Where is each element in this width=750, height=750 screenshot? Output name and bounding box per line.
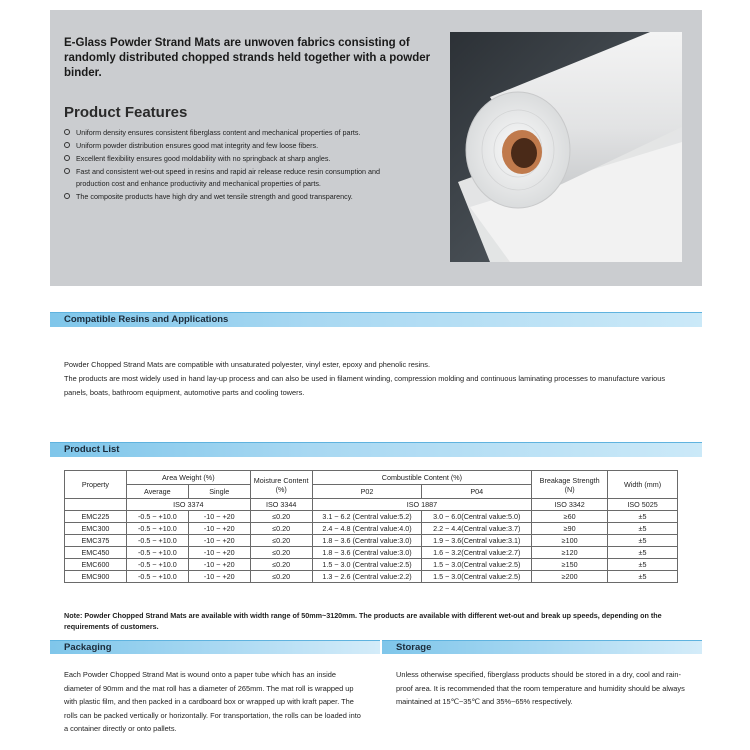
cell-name: EMC450 — [65, 547, 127, 559]
feature-item — [64, 153, 404, 165]
header-p04: P04 — [422, 485, 532, 499]
cell-single: -10 ~ +20 — [188, 547, 250, 559]
features-list — [64, 127, 404, 204]
circle-bullet-icon — [64, 129, 70, 135]
cell-single: -10 ~ +20 — [188, 571, 250, 583]
compatible-paragraph: Powder Chopped Strand Mats are compatible with unsaturated polyester, vinyl ester, epoxy and phenolic resins. The products are most widely used in hand lay-up process and can also be used in filament winding, compression molding and continuous laminating processes to manufacture various panels, boats, bathroom equipment, automotive parts and cooling towers. — [64, 360, 666, 397]
cell-p02: 1.3 ~ 2.6 (Central value:2.2) — [312, 571, 422, 583]
feature-item — [64, 191, 404, 203]
cell-average: -0.5 ~ +10.0 — [126, 523, 188, 535]
feature-text: The composite products have high dry and wet tensile strength and good transparency. — [76, 192, 353, 201]
product-table — [64, 470, 678, 583]
header-p02: P02 — [312, 485, 422, 499]
header-single: Single — [188, 485, 250, 499]
cell-width: ±5 — [608, 547, 678, 559]
cell-moisture: ≤0.20 — [250, 571, 312, 583]
feature-text: Uniform density ensures consistent fiberglass content and mechanical properties of parts. — [76, 128, 361, 137]
product-list-title: Product List — [64, 444, 120, 455]
header-moisture: Moisture Content (%) — [250, 471, 312, 499]
cell-name: EMC300 — [65, 523, 127, 535]
cell-name: EMC225 — [65, 511, 127, 523]
product-list-section-bar — [50, 442, 702, 457]
circle-bullet-icon — [64, 168, 70, 174]
cell-single: -10 ~ +20 — [188, 535, 250, 547]
table-row — [65, 547, 678, 559]
feature-text: Excellent flexibility ensures good moldability with no springback at sharp angles. — [76, 154, 331, 163]
cell-breakage: ≥200 — [532, 571, 608, 583]
header-combustible: Combustible Content (%) — [312, 471, 532, 485]
storage-title: Storage — [396, 642, 432, 653]
cell-width: ±5 — [608, 559, 678, 571]
cell-breakage: ≥90 — [532, 523, 608, 535]
cell-p04: 1.9 ~ 3.6(Central value:3.1) — [422, 535, 532, 547]
cell-moisture: ≤0.20 — [250, 535, 312, 547]
cell-p04: 1.5 ~ 3.0(Central value:2.5) — [422, 571, 532, 583]
cell-width: ±5 — [608, 535, 678, 547]
cell-average: -0.5 ~ +10.0 — [126, 559, 188, 571]
cell-p02: 1.5 ~ 3.0 (Central value:2.5) — [312, 559, 422, 571]
cell-name: EMC900 — [65, 571, 127, 583]
header-width: Width (mm) — [608, 471, 678, 499]
compatible-title: Compatible Resins and Applications — [64, 314, 229, 325]
features-title: Product Features — [64, 104, 188, 121]
table-row — [65, 511, 678, 523]
circle-bullet-icon — [64, 155, 70, 161]
feature-item — [64, 166, 404, 190]
feature-text: Fast and consistent wet-out speed in resins and rapid air release reduce resin consumption and production cost and enhance productivity and mechanical properties of parts. — [76, 167, 381, 188]
product-note: Note: Powder Chopped Strand Mats are available with width range of 50mm~3120mm. The products are available with different wet-out and break up speeds, depending on the requirements of customers. — [64, 611, 662, 631]
header-breakage: Breakage Strength (N) — [532, 471, 608, 499]
compatible-section-bar — [50, 312, 702, 327]
cell-p04: 1.5 ~ 3.0(Central value:2.5) — [422, 559, 532, 571]
storage-text: Unless otherwise specified, fiberglass products should be stored in a dry, cool and rain-proof area. It is recommended that the room temperature and humidity should be always maintained at 15℃~35℃ and 35%~65% respectively. — [396, 670, 685, 706]
table-row — [65, 523, 678, 535]
circle-bullet-icon — [64, 193, 70, 199]
header-property: Property — [65, 471, 127, 499]
headline: E-Glass Powder Strand Mats are unwoven fabrics consisting of randomly distributed chopped strands held together with a powder binder. — [64, 37, 431, 79]
standards-row — [65, 499, 678, 511]
feature-item — [64, 140, 404, 152]
circle-bullet-icon — [64, 142, 70, 148]
packaging-title: Packaging — [64, 642, 112, 653]
cell-moisture: ≤0.20 — [250, 523, 312, 535]
storage-section-bar — [382, 640, 702, 654]
feature-text: Uniform powder distribution ensures good mat integrity and few loose fibers. — [76, 141, 319, 150]
cell-width: ±5 — [608, 523, 678, 535]
cell-average: -0.5 ~ +10.0 — [126, 535, 188, 547]
cell-single: -10 ~ +20 — [188, 511, 250, 523]
standard-combustible: ISO 1887 — [312, 499, 532, 511]
packaging-section-bar — [50, 640, 380, 654]
table-row — [65, 559, 678, 571]
cell-p02: 1.8 ~ 3.6 (Central value:3.0) — [312, 547, 422, 559]
cell-name: EMC375 — [65, 535, 127, 547]
cell-p04: 3.0 ~ 6.0(Central value:5.0) — [422, 511, 532, 523]
cell-p02: 1.8 ~ 3.6 (Central value:3.0) — [312, 535, 422, 547]
feature-item — [64, 127, 404, 139]
header-area-weight: Area Weight (%) — [126, 471, 250, 485]
cell-single: -10 ~ +20 — [188, 523, 250, 535]
cell-p02: 2.4 ~ 4.8 (Central value:4.0) — [312, 523, 422, 535]
table-row — [65, 535, 678, 547]
standard-area-weight: ISO 3374 — [126, 499, 250, 511]
packaging-text: Each Powder Chopped Strand Mat is wound onto a paper tube which has an inside diameter of 90mm and the mat roll has a diameter of 265mm. The mat roll is wrapped up with plastic film, and then packed in a cardboard box or wrapped up with kraft paper. The rolls can be packed vertically or horizontally. For transportation, the rolls can be loaded into a container directly or onto pallets. — [64, 670, 361, 733]
cell-width: ±5 — [608, 571, 678, 583]
standard-empty — [65, 499, 127, 511]
cell-moisture: ≤0.20 — [250, 559, 312, 571]
standard-breakage: ISO 3342 — [532, 499, 608, 511]
standard-moisture: ISO 3344 — [250, 499, 312, 511]
cell-breakage: ≥150 — [532, 559, 608, 571]
mat-roll-illustration — [450, 32, 682, 262]
cell-average: -0.5 ~ +10.0 — [126, 547, 188, 559]
cell-moisture: ≤0.20 — [250, 547, 312, 559]
cell-width: ±5 — [608, 511, 678, 523]
table-row — [65, 571, 678, 583]
standard-width: ISO 5025 — [608, 499, 678, 511]
header-average: Average — [126, 485, 188, 499]
cell-average: -0.5 ~ +10.0 — [126, 511, 188, 523]
cell-breakage: ≥100 — [532, 535, 608, 547]
cell-name: EMC600 — [65, 559, 127, 571]
cell-breakage: ≥120 — [532, 547, 608, 559]
cell-average: -0.5 ~ +10.0 — [126, 571, 188, 583]
cell-p04: 2.2 ~ 4.4(Central value:3.7) — [422, 523, 532, 535]
cell-single: -10 ~ +20 — [188, 559, 250, 571]
mat-roll-photo — [450, 32, 682, 262]
cell-p02: 3.1 ~ 6.2 (Central value:5.2) — [312, 511, 422, 523]
cell-moisture: ≤0.20 — [250, 511, 312, 523]
cell-p04: 1.6 ~ 3.2(Central value:2.7) — [422, 547, 532, 559]
cell-breakage: ≥60 — [532, 511, 608, 523]
